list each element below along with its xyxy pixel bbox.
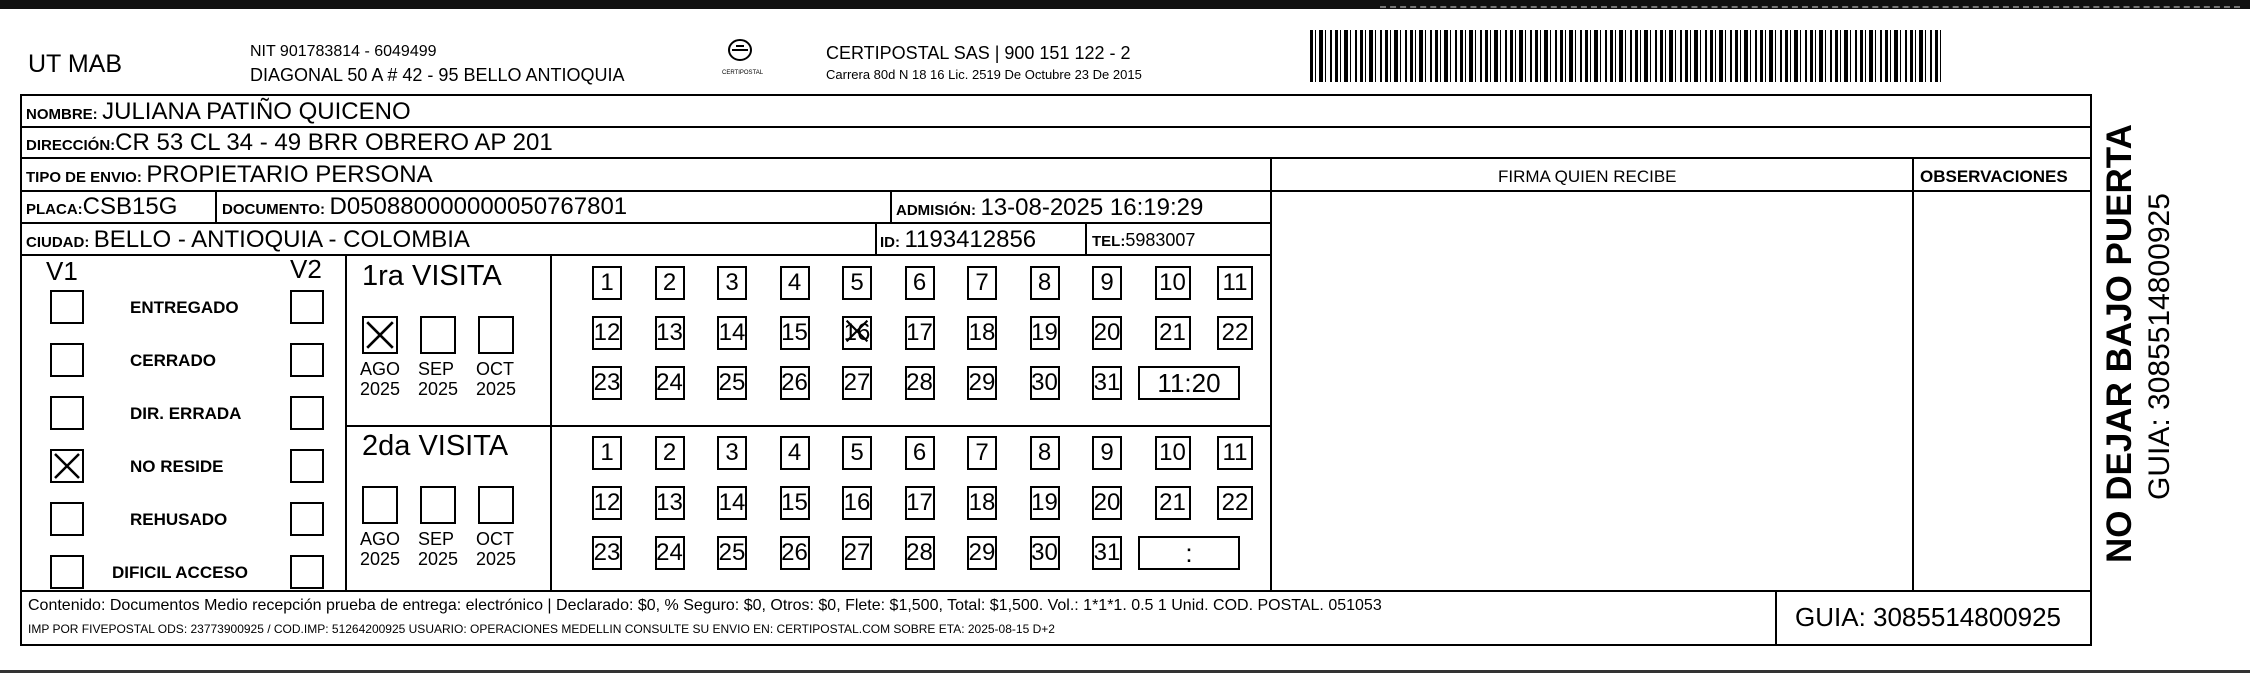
second-day-18[interactable]: 18	[967, 486, 997, 520]
second-day-30[interactable]: 30	[1030, 536, 1060, 570]
second-day-10[interactable]: 10	[1155, 436, 1191, 470]
second-day-25[interactable]: 25	[717, 536, 747, 570]
first-visit-title: 1ra VISITA	[362, 260, 502, 292]
first-day-3[interactable]: 3	[717, 266, 747, 300]
company-name: CERTIPOSTAL SAS | 900 151 122 - 2	[826, 43, 1131, 63]
v2-checkbox-dir-errada[interactable]	[290, 396, 324, 430]
second-day-7[interactable]: 7	[967, 436, 997, 470]
second-day-3[interactable]: 3	[717, 436, 747, 470]
second-day-20[interactable]: 20	[1092, 486, 1122, 520]
first-month-checkbox-oct[interactable]	[478, 316, 514, 354]
status-label-entregado: ENTREGADO	[130, 298, 239, 317]
admission-label: ADMISIÓN:	[896, 202, 976, 219]
logo-caption: CERTIPOSTAL	[722, 70, 764, 76]
first-day-2[interactable]: 2	[655, 266, 685, 300]
status-label-dificil-acceso: DIFICIL ACCESO	[112, 563, 249, 582]
second-day-23[interactable]: 23	[592, 536, 622, 570]
first-day-20[interactable]: 20	[1092, 316, 1122, 350]
v1-checkbox-entregado[interactable]	[50, 290, 84, 324]
v1-header: V1	[46, 256, 78, 286]
first-day-11[interactable]: 11	[1217, 266, 1253, 300]
v1-checkbox-dir-errada[interactable]	[50, 396, 84, 430]
imp-line: IMP POR FIVEPOSTAL ODS: 23773900925 / COD.IMP: 51264200925 USUARIO: OPERACIONES MEDELLIN CONSULTE SU ENVIO EN: CERTIPOSTAL.COM SOBRE ETA: 2025-08-15 D+2	[28, 622, 1055, 636]
document-label: DOCUMENTO:	[222, 201, 326, 218]
id-value: 1193412856	[904, 226, 1037, 253]
v2-checkbox-entregado[interactable]	[290, 290, 324, 324]
first-year-label-ago: 2025	[360, 379, 401, 399]
first-day-21[interactable]: 21	[1155, 316, 1191, 350]
first-day-23[interactable]: 23	[592, 366, 622, 400]
first-day-14[interactable]: 14	[717, 316, 747, 350]
tel-label: TEL:	[1092, 233, 1126, 250]
first-day-8[interactable]: 8	[1030, 266, 1060, 300]
bottom-border	[0, 670, 2250, 673]
side-guia: GUIA: 3085514800925	[2143, 193, 2176, 500]
first-day-5[interactable]: 5	[842, 266, 872, 300]
tel-value: 5983007	[1125, 230, 1196, 250]
content-line: Contenido: Documentos Medio recepción prueba de entrega: electrónico | Declarado: $0, % Seguro: $0, Otros: $0, Flete: $1,500, Total: $1,500. Vol.: 1*1*1. 0.5 1 Unid. COD. POSTAL. 051053	[28, 597, 1382, 614]
shipment-label: TIPO DE ENVIO:	[26, 169, 142, 186]
first-day-4[interactable]: 4	[780, 266, 810, 300]
first-month-checkbox-ago[interactable]	[362, 316, 398, 354]
first-month-label-sep: SEP	[418, 359, 455, 379]
first-day-28[interactable]: 28	[905, 366, 935, 400]
second-month-checkbox-oct[interactable]	[478, 486, 514, 524]
second-day-6[interactable]: 6	[905, 436, 935, 470]
company-address: Carrera 80d N 18 16 Lic. 2519 De Octubre 23 De 2015	[826, 67, 1142, 82]
v1-checkbox-cerrado[interactable]	[50, 343, 84, 377]
signature-title: FIRMA QUIEN RECIBE	[1498, 167, 1677, 186]
document-value: D050880000000050767801	[329, 193, 628, 220]
status-label-no-reside: NO RESIDE	[130, 457, 224, 476]
second-day-21[interactable]: 21	[1155, 486, 1191, 520]
first-day-24[interactable]: 24	[655, 366, 685, 400]
second-day-19[interactable]: 19	[1030, 486, 1060, 520]
first-day-12[interactable]: 12	[592, 316, 622, 350]
second-day-5[interactable]: 5	[842, 436, 872, 470]
first-day-25[interactable]: 25	[717, 366, 747, 400]
second-day-27[interactable]: 27	[842, 536, 872, 570]
second-day-12[interactable]: 12	[592, 486, 622, 520]
name-label: NOMBRE:	[26, 106, 98, 123]
side-notice: NO DEJAR BAJO PUERTA	[2100, 124, 2139, 563]
cut-line	[1380, 6, 2240, 8]
first-day-6[interactable]: 6	[905, 266, 935, 300]
id-label: ID:	[880, 234, 900, 251]
second-month-checkbox-sep[interactable]	[420, 486, 456, 524]
second-month-label-sep: SEP	[418, 529, 455, 549]
recipient-name: JULIANA PATIÑO QUICENO	[102, 98, 411, 125]
second-day-16[interactable]: 16	[842, 486, 872, 520]
v1-checkbox-dificil-acceso[interactable]	[50, 555, 84, 589]
v2-checkbox-rehusado[interactable]	[290, 502, 324, 536]
second-day-22[interactable]: 22	[1217, 486, 1253, 520]
admission-value: 13-08-2025 16:19:29	[980, 194, 1204, 221]
address-label: DIRECCIÓN:	[26, 137, 116, 154]
second-year-label-sep: 2025	[418, 549, 459, 569]
first-day-27[interactable]: 27	[842, 366, 872, 400]
second-day-15[interactable]: 15	[780, 486, 810, 520]
second-year-label-oct: 2025	[476, 549, 517, 569]
first-day-17[interactable]: 17	[905, 316, 935, 350]
first-year-label-oct: 2025	[476, 379, 517, 399]
first-day-15[interactable]: 15	[780, 316, 810, 350]
day-cross-mark-icon	[844, 318, 870, 348]
status-label-dir-errada: DIR. ERRADA	[130, 404, 242, 423]
first-day-9[interactable]: 9	[1092, 266, 1122, 300]
observations-title: OBSERVACIONES	[1920, 167, 2068, 186]
sender-nit: NIT 901783814 - 6049499	[250, 43, 437, 60]
second-day-17[interactable]: 17	[905, 486, 935, 520]
footer-guia: GUIA: 3085514800925	[1795, 602, 2061, 632]
first-day-18[interactable]: 18	[967, 316, 997, 350]
second-day-13[interactable]: 13	[655, 486, 685, 520]
first-day-10[interactable]: 10	[1155, 266, 1191, 300]
second-month-label-oct: OCT	[476, 529, 514, 549]
plate-label: PLACA:	[26, 201, 83, 218]
first-day-29[interactable]: 29	[967, 366, 997, 400]
second-day-4[interactable]: 4	[780, 436, 810, 470]
second-day-14[interactable]: 14	[717, 486, 747, 520]
second-day-29[interactable]: 29	[967, 536, 997, 570]
first-day-22[interactable]: 22	[1217, 316, 1253, 350]
v2-checkbox-dificil-acceso[interactable]	[290, 555, 324, 589]
second-month-checkbox-ago[interactable]	[362, 486, 398, 524]
second-day-9[interactable]: 9	[1092, 436, 1122, 470]
first-month-label-ago: AGO	[360, 359, 401, 379]
first-month-label-oct: OCT	[476, 359, 514, 379]
city-label: CIUDAD:	[26, 234, 90, 251]
first-day-7[interactable]: 7	[967, 266, 997, 300]
city-value: BELLO - ANTIOQUIA - COLOMBIA	[93, 226, 470, 253]
first-day-30[interactable]: 30	[1030, 366, 1060, 400]
v2-checkbox-cerrado[interactable]	[290, 343, 324, 377]
first-day-1[interactable]: 1	[592, 266, 622, 300]
barcode	[1310, 30, 1942, 82]
first-day-26[interactable]: 26	[780, 366, 810, 400]
certipostal-logo-icon	[720, 38, 760, 66]
second-day-11[interactable]: 11	[1217, 436, 1253, 470]
second-time-box[interactable]: :	[1138, 536, 1240, 570]
first-time-box[interactable]: 11:20	[1138, 366, 1240, 400]
first-year-label-sep: 2025	[418, 379, 459, 399]
v2-header: V2	[290, 254, 322, 284]
second-day-8[interactable]: 8	[1030, 436, 1060, 470]
shipment-type: PROPIETARIO PERSONA	[146, 161, 433, 188]
v1-checkbox-rehusado[interactable]	[50, 502, 84, 536]
first-day-13[interactable]: 13	[655, 316, 685, 350]
sender-address: DIAGONAL 50 A # 42 - 95 BELLO ANTIOQUIA	[250, 65, 625, 85]
second-month-label-ago: AGO	[360, 529, 401, 549]
second-day-26[interactable]: 26	[780, 536, 810, 570]
v2-checkbox-no-reside[interactable]	[290, 449, 324, 483]
status-label-rehusado: REHUSADO	[130, 510, 228, 529]
second-day-1[interactable]: 1	[592, 436, 622, 470]
second-day-31[interactable]: 31	[1092, 536, 1122, 570]
first-day-31[interactable]: 31	[1092, 366, 1122, 400]
second-day-28[interactable]: 28	[905, 536, 935, 570]
second-year-label-ago: 2025	[360, 549, 401, 569]
second-day-2[interactable]: 2	[655, 436, 685, 470]
second-visit-title: 2da VISITA	[362, 430, 509, 462]
status-label-cerrado: CERRADO	[130, 351, 216, 370]
v1-checkbox-no-reside[interactable]	[50, 449, 84, 483]
second-day-24[interactable]: 24	[655, 536, 685, 570]
sender-name: UT MAB	[28, 50, 122, 78]
first-day-19[interactable]: 19	[1030, 316, 1060, 350]
first-day-16[interactable]: 16	[842, 316, 872, 350]
plate-value: CSB15G	[82, 193, 178, 220]
recipient-address: CR 53 CL 34 - 49 BRR OBRERO AP 201	[115, 129, 553, 156]
first-month-checkbox-sep[interactable]	[420, 316, 456, 354]
